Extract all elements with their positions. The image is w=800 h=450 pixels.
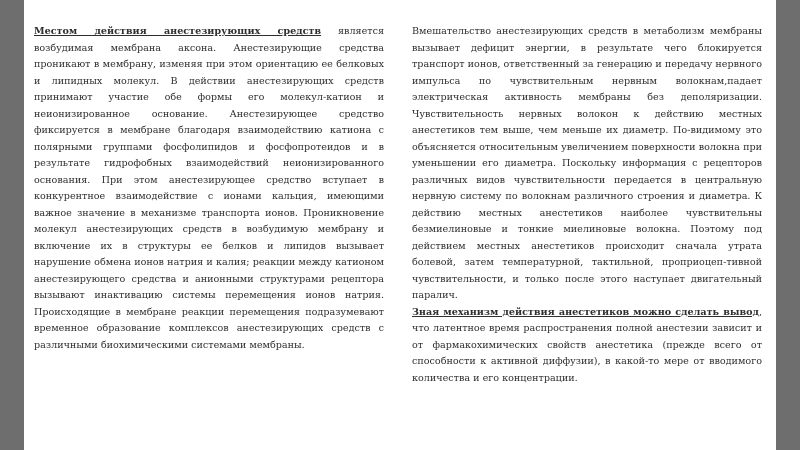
right-column	[412, 24, 762, 424]
left-column	[34, 24, 384, 424]
left-body: является возбудимая мембрана аксона. Анестезирующие средства проникают в мембрану, изменяя при этом ориентацию ее белковых и липидных молекул. В действии анестезирующих средств принимают участие обе формы его молекул-катион и неионизированное основание. Анестезирующее средство фиксируется в мембране благодаря взаимодействию катиона с полярными группами фосфолипидов и фосфопротеидов и в результате гидрофобных взаимодействий неионизированного основания. При этом анестезирующее средство вступает в конкурентное взаимодействие с ионами кальция, имеющими важное значение в механизме транспорта ионов. Проникновение молекул анестезирующих средств в возбудимую мембрану и включение их в структуры ее белков и липидов вызывает нарушение обмена ионов натрия и калия; реакции между катионом анестезирующего средства и анионными структурами рецептора вызывают инактивацию системы перемещения ионов натрия. Происходящие в мембране реакции перемещения подразумевают временное образование комплексов анестезирующих средств с различными биохимическими системами мембраны.	[34, 26, 385, 351]
left-side-band	[0, 0, 24, 450]
conclusion-heading: Зная механизм действия анестетиков можно сделать вывод	[412, 306, 759, 318]
left-heading: Местом действия анестезирующих средств	[34, 26, 322, 37]
conclusion-body: , что латентное время распространения полной анестезии зависит и от фармакохимических свойств анестетика (прежде всего от способности к активной диффузии), в какой-то мере от вводимого количества и его концентрации.	[412, 306, 762, 384]
right-side-band	[776, 0, 800, 450]
right-paragraph: Вмешательство анестезирующих средств в метаболизм мембраны вызывает дефицит энергии, в результате чего блокируется транспорт ионов, ответственный за генерацию и передачу нервного импульса по чувствительным нервным волокнам,падает электрическая активность мембраны без деполяризации. Чувствительность нервных волокон к действию местных анестетиков тем выше, чем меньше их диаметр. По-видимому это объясняется относительным увеличением поверхности волокна при уменьшении его диаметра. Поскольку информация с рецепторов различных видов чувствительности передается в центральную нервную систему по волокнам различного строения и диаметра. К действию местных анестетиков наиболее чувствительны безмиелиновые и тонкие миелиновые волокна. Поэтому под действием местных анестетиков происходит сначала утрата болевой, затем температурной, тактильной, проприоцеп-тивной чувствительности, и только после этого наступает двигательный паралич.	[412, 26, 762, 301]
text-content	[34, 24, 763, 424]
conclusion-paragraph	[412, 305, 762, 388]
left-paragraph	[34, 24, 384, 354]
